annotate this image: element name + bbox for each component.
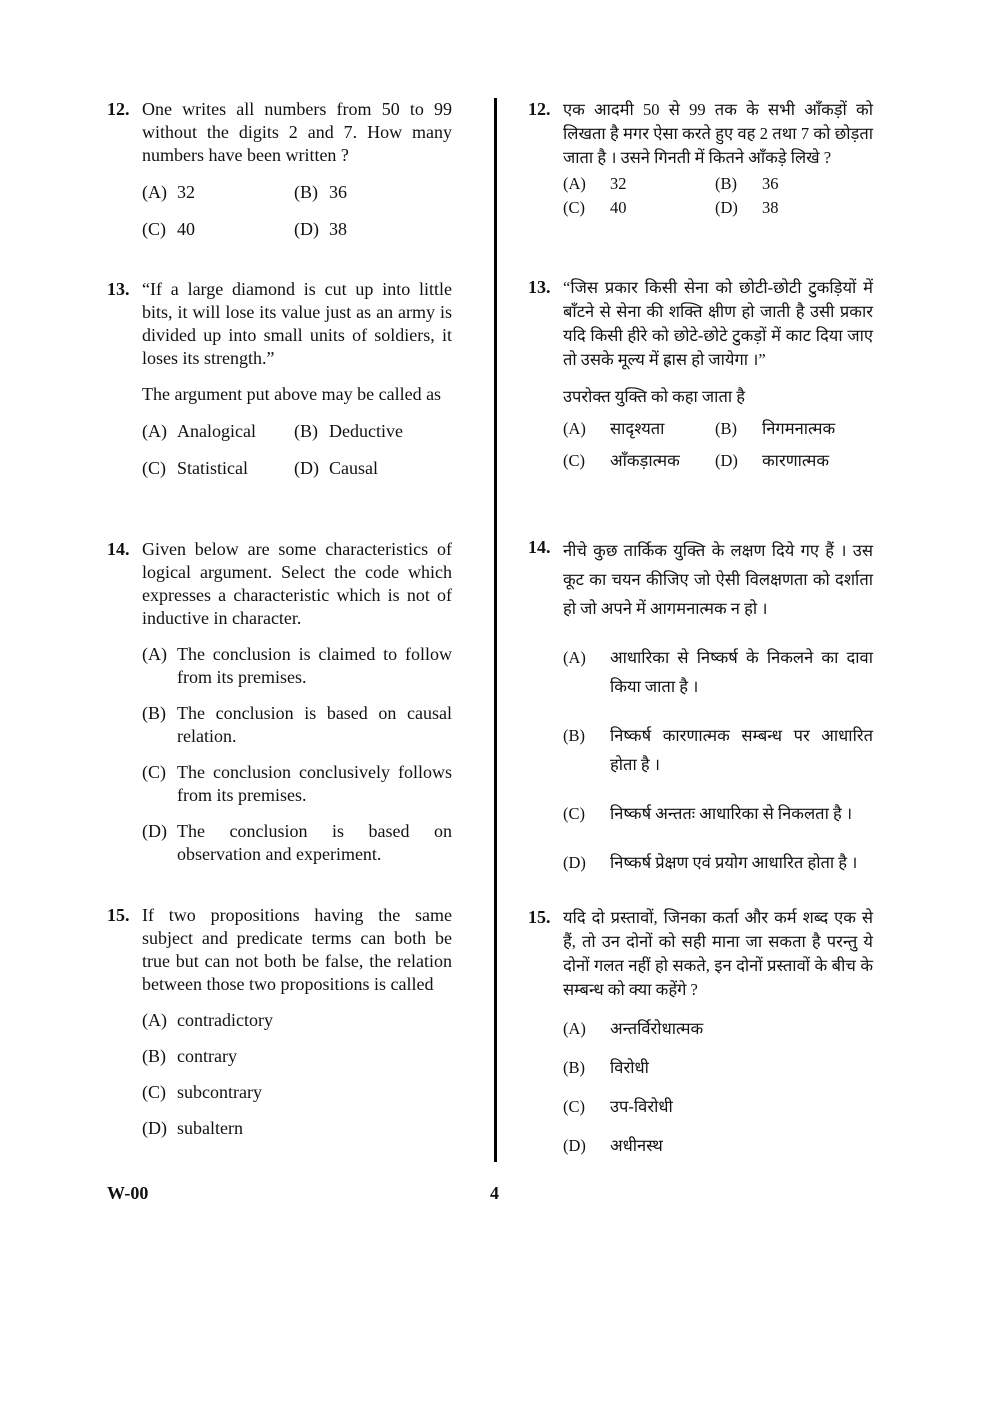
option-c[interactable]: (C) आँकड़ात्मक [563,451,680,470]
question-text: Given below are some characteristics of logical argument. Select the code which expresses a characteristic which is not of inductive in character. [142,539,452,628]
question-number: 13. [107,279,130,299]
question-number: 13. [528,277,551,297]
option-d[interactable]: (D) 38 [294,219,347,239]
question-13-en [107,278,452,480]
question-number: 15. [528,907,551,927]
option-a[interactable]: (A) contradictory [142,1010,273,1030]
option-c[interactable]: (C) निष्कर्ष अन्ततः आधारिका से निकलता है । [563,804,853,823]
options [142,1009,452,1140]
question-prompt: उपरोक्त युक्ति को कहा जाता है [563,387,746,406]
options [142,181,452,241]
option-b[interactable]: (B) contrary [142,1046,237,1066]
question-number: 12. [528,99,551,119]
option-c[interactable]: (C) 40 [142,219,195,239]
option-a[interactable]: (A) 32 [142,182,195,202]
option-a[interactable]: (A) आधारिका से निष्कर्ष के निकलने का दावा किया जाता है । [563,648,873,696]
option-b[interactable]: (B) The conclusion is based on causal relation. [142,703,452,746]
options [142,420,452,480]
question-14-en [107,538,452,866]
option-b[interactable]: (B) 36 [715,174,779,193]
option-a[interactable]: (A) अन्तर्विरोधात्मक [563,1019,704,1038]
option-a[interactable]: (A) Analogical [142,421,256,441]
question-text: एक आदमी 50 से 99 तक के सभी आँकड़ों को लिखता है मगर ऐसा करते हुए वह 2 तथा 7 को छोड़ता जाता है । उसने गिनती में कितने आँकड़े लिखे ? [563,100,873,167]
option-c[interactable]: (C) subcontrary [142,1082,262,1102]
question-number: 14. [528,537,551,557]
option-a[interactable]: (A) The conclusion is claimed to follow from its premises. [142,644,452,687]
option-d[interactable]: (D) कारणात्मक [715,451,830,470]
option-a[interactable]: (A) सादृश्यता [563,419,665,438]
options [563,417,873,473]
option-d[interactable]: (D) Causal [294,458,378,478]
question-number: 15. [107,905,130,925]
option-d[interactable]: (D) The conclusion is based on observation and experiment. [142,821,452,864]
question-12-en [107,98,452,241]
options [563,1017,873,1158]
question-prompt: The argument put above may be called as [142,384,442,404]
option-b[interactable]: (B) विरोधी [563,1058,649,1077]
option-d[interactable]: (D) subaltern [142,1118,243,1138]
option-b[interactable]: (B) निष्कर्ष कारणात्मक सम्बन्ध पर आधारित होता है । [563,726,873,774]
option-c[interactable]: (C) 40 [563,198,627,217]
question-15-en [107,904,452,1140]
option-b[interactable]: (B) निगमनात्मक [715,419,836,438]
page-number: 4 [490,1183,499,1203]
option-d[interactable]: (D) निष्कर्ष प्रेक्षण एवं प्रयोग आधारित होता है । [563,853,858,872]
question-text: यदि दो प्रस्तावों, जिनका कर्ता और कर्म शब्द एक से हैं, तो उन दोनों को सही माना जा सकता है परन्तु ये दोनों गलत नहीं हो सकते, इन दोनों प्रस्तावों के बीच के सम्बन्ध को क्या कहेंगे ? [563,908,873,999]
option-c[interactable]: (C) The conclusion conclusively follows from its premises. [142,762,452,805]
question-12-hi [528,98,873,220]
question-number: 14. [107,539,130,559]
option-b[interactable]: (B) Deductive [294,421,403,441]
option-c[interactable]: (C) Statistical [142,458,248,478]
question-text: “If a large diamond is cut up into little bits, it will lose its value just as an army is divided up into small units of soldiers, it loses its strength.” [142,279,452,368]
options [142,643,452,866]
option-b[interactable]: (B) 36 [294,182,347,202]
option-c[interactable]: (C) उप-विरोधी [563,1097,673,1116]
paper-code: W-00 [107,1183,149,1203]
question-number: 12. [107,99,130,119]
question-14-hi [528,536,873,877]
option-d[interactable]: (D) 38 [715,198,779,217]
question-13-hi [528,276,873,473]
question-text: नीचे कुछ तार्किक युक्ति के लक्षण दिये गए हैं । उस कूट का चयन कीजिए जो ऐसी विलक्षणता को दर्शाता हो जो अपने में आगमनात्मक न हो । [563,541,873,618]
question-text: One writes all numbers from 50 to 99 without the digits 2 and 7. How many numbers have been written ? [142,99,452,165]
question-text: If two propositions having the same subject and predicate terms can both be true but can not both be false, the relation between those two propositions is called [142,905,452,994]
option-a[interactable]: (A) 32 [563,174,627,193]
question-15-hi [528,906,873,1158]
question-text: “जिस प्रकार किसी सेना को छोटी-छोटी टुकड़ियों में बाँटने से सेना की शक्ति क्षीण हो जाती है उसी प्रकार यदि किसी हीरे को छोटे-छोटे टुकड़ों में काट दिया जाए तो उसके मूल्य में ह्रास हो जायेगा ।” [563,278,873,369]
option-d[interactable]: (D) अधीनस्थ [563,1136,663,1155]
column-divider [494,98,497,1162]
options [563,172,873,220]
options [563,643,873,877]
